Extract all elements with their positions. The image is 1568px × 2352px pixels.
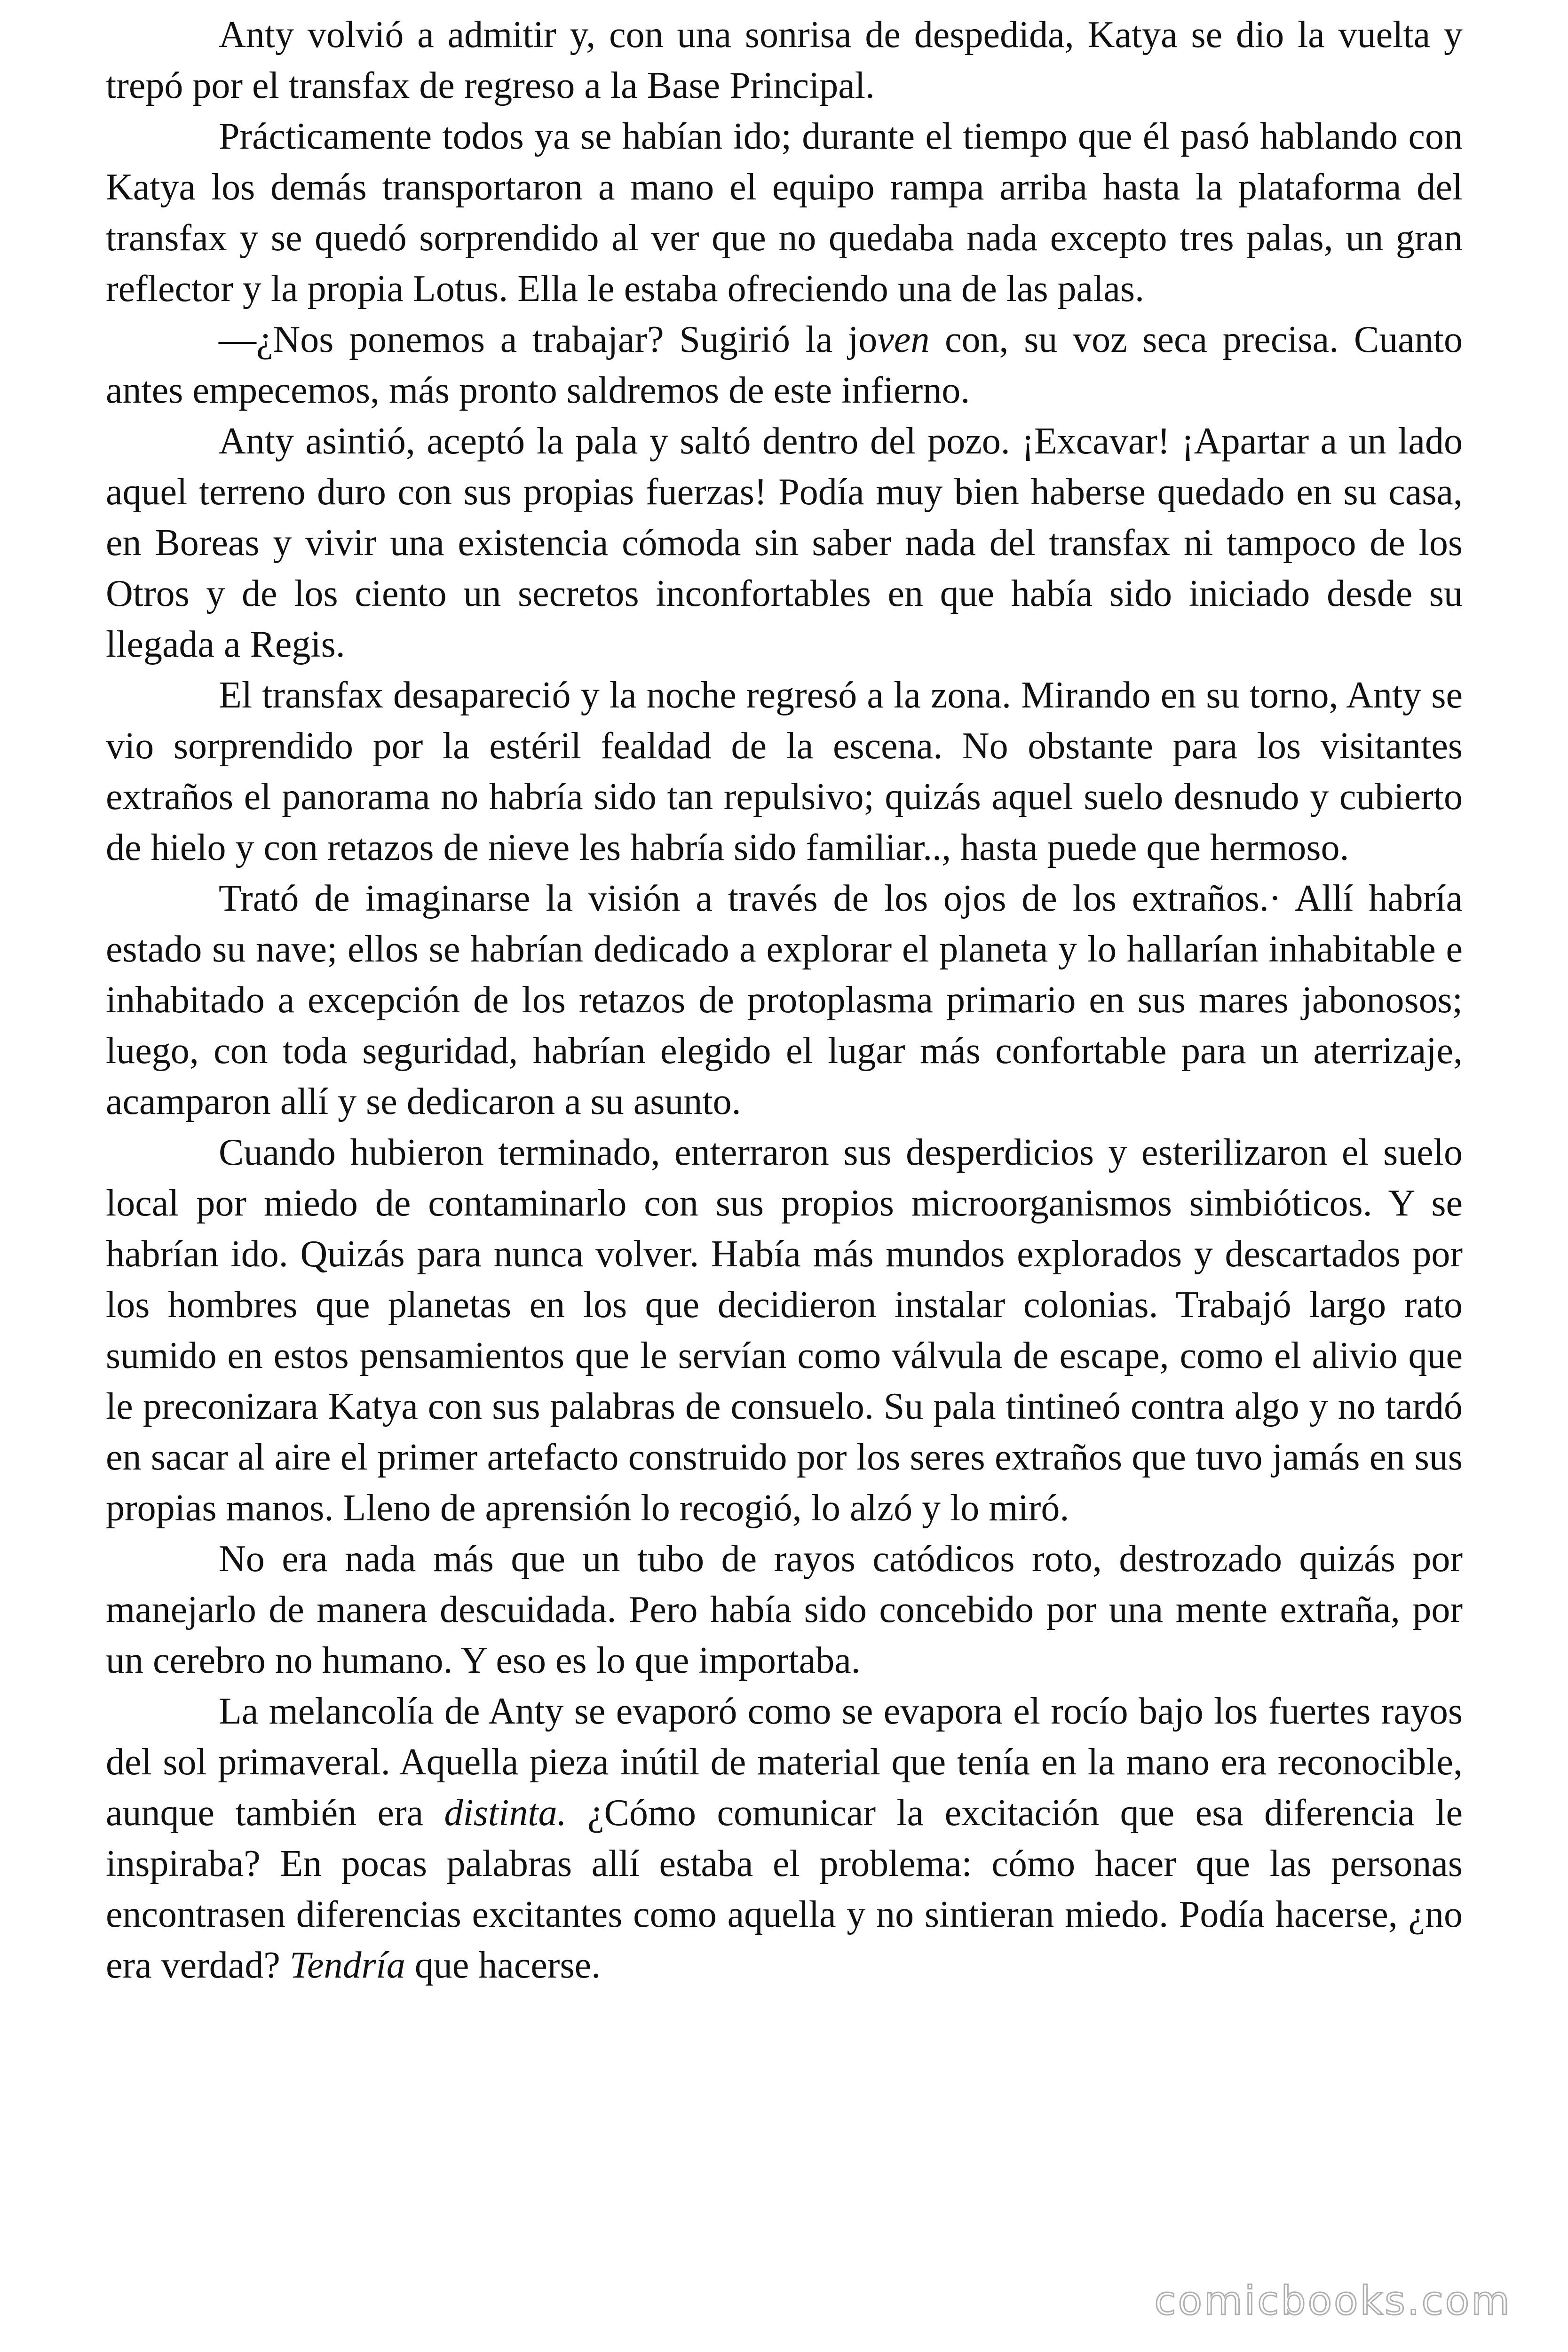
- paragraph-3-italic: ven: [877, 319, 930, 360]
- paragraph-2-text: Prácticamente todos ya se habían ido; durante el tiempo que él pasó hablando con Katya los demás transportaron a mano el equipo rampa arriba hasta la plataforma del transfax y se quedó sorprendido al ver que no quedaba nada excepto tres palas, un gran reflector y la propia Lotus. Ella le estaba ofreciendo una de las palas.: [106, 116, 1463, 310]
- paragraph-4: [106, 416, 1463, 670]
- paragraph-6: [106, 873, 1463, 1127]
- paragraph-9-text-a: La melancolía de Anty se evaporó como se evapora el rocío bajo los fuertes rayos del sol primaveral. Aquella pieza inútil de material que tenía en la mano era reconocible, aunque también era: [106, 1691, 1463, 1834]
- paragraph-8-text: No era nada más que un tubo de rayos catódicos roto, destrozado quizás por manejarlo de manera descuidada. Pero había sido concebido por una mente extraña, por un cerebro no humano. Y eso es lo que importaba.: [106, 1538, 1463, 1681]
- paragraph-9-text-b: ¿Cómo comunicar la excitación que esa diferencia le inspiraba? En pocas palabras allí estaba el problema: cómo hacer que las personas encontrasen diferencias excitantes como aquella y no sintieran miedo. Podía hacerse, ¿no era verdad?: [106, 1792, 1463, 1986]
- paragraph-3-text-a: —¿Nos ponemos a trabajar? Sugirió la jo: [219, 319, 878, 360]
- paragraph-9-italic-b: Tendría: [289, 1945, 405, 1986]
- paragraph-9: [106, 1686, 1463, 1991]
- paragraph-9-text-c: que hacerse.: [405, 1945, 601, 1986]
- paragraph-5: [106, 670, 1463, 873]
- paragraph-1: [106, 9, 1463, 111]
- paragraph-3-text-b: con, su voz seca precisa. Cuanto antes empecemos, más pronto saldremos de este infierno.: [106, 319, 1463, 411]
- paragraph-6-text: Trató de imaginarse la visión a través de los ojos de los extraños.· Allí habría estado su nave; ellos se habrían dedicado a explorar el planeta y lo hallarían inhabitable e inhabitado a excepción de los retazos de protoplasma primario en sus mares jabonosos; luego, con toda seguridad, habrían elegido el lugar más confortable para un aterrizaje, acamparon allí y se dedicaron a su asunto.: [106, 878, 1463, 1122]
- paragraph-9-italic-a: distinta.: [444, 1792, 567, 1834]
- paragraph-7-text: Cuando hubieron terminado, enterraron sus desperdicios y esterilizaron el suelo local por miedo de contaminarlo con sus propios microorganismos simbióticos. Y se habrían ido. Quizás para nunca volver. Había más mundos explorados y descartados por los hombres que planetas en los que decidieron instalar colonias. Trabajó largo rato sumido en estos pensamientos que le servían como válvula de escape, como el alivio que le preconizara Katya con sus palabras de consuelo. Su pala tintineó contra algo y no tardó en sacar al aire el primer artefacto construido por los seres extraños que tuvo jamás en sus propias manos. Lleno de aprensión lo recogió, lo alzó y lo miró.: [106, 1132, 1463, 1529]
- paragraph-2: [106, 111, 1463, 314]
- paragraph-7: [106, 1127, 1463, 1534]
- book-page: [106, 9, 1463, 1991]
- paragraph-8: [106, 1534, 1463, 1686]
- paragraph-3: [106, 314, 1463, 416]
- paragraph-4-text: Anty asintió, aceptó la pala y saltó dentro del pozo. ¡Excavar! ¡Apartar a un lado aquel terreno duro con sus propias fuerzas! Podía muy bien haberse quedado en su casa, en Boreas y vivir una existencia cómoda sin saber nada del transfax ni tampoco de los Otros y de los ciento un secretos inconfortables en que había sido iniciado desde su llegada a Regis.: [106, 421, 1463, 665]
- paragraph-5-text: El transfax desapareció y la noche regresó a la zona. Mirando en su torno, Anty se vio sorprendido por la estéril fealdad de la escena. No obstante para los visitantes extraños el panorama no habría sido tan repulsivo; quizás aquel suelo desnudo y cubierto de hielo y con retazos de nieve les habría sido familiar.., hasta puede que hermoso.: [106, 675, 1463, 868]
- watermark-logo: comicbooks.com: [1154, 2278, 1512, 2324]
- paragraph-1-text: Anty volvió a admitir y, con una sonrisa de despedida, Katya se dio la vuelta y trepó por el transfax de regreso a la Base Principal.: [106, 14, 1463, 106]
